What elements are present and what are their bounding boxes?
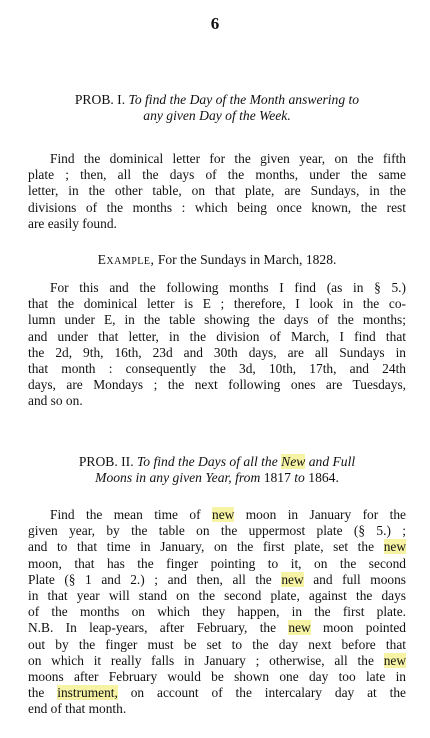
prob1-title-line1: To find the Day of the Month answering to [128, 92, 360, 107]
prob2-title-part: from [235, 470, 261, 485]
page-number: 6 [210, 14, 220, 33]
highlight-instrument: instrument, [57, 685, 118, 701]
prob2-title-new: New [281, 454, 306, 469]
prob2-line: and to that time in January, on the first plate, set the new [28, 539, 406, 555]
highlight-new: new [281, 571, 304, 587]
prob2-line: of the months on which they happen, in the first plate. [28, 604, 406, 620]
prob2-line: the instrument, on account of the intercalary day at the [28, 685, 406, 701]
prob1-line: Find the dominical letter for the given year, on the fifth [50, 151, 406, 166]
prob1-line: letter, in the other table, on that plate, are Sundays, in the [28, 183, 406, 199]
prob2-line: given year, by the table on the uppermost plate (§ 5.) ; [28, 523, 406, 539]
prob2-title-part: to [294, 470, 305, 485]
prob1-line: divisions of the months : which being once known, the rest [28, 199, 406, 215]
prob1-line: plate ; then, all the days of the months, under the same [28, 167, 406, 183]
example-label: Example, [97, 252, 155, 267]
example-heading [28, 252, 406, 268]
prob2-line: end of that month. [28, 701, 127, 717]
example-line: that the dominical letter is E ; therefore, I look in the co- [28, 296, 406, 312]
highlight-new: new [212, 507, 235, 522]
prob2-line: moons after February would be shown one day too late in [28, 669, 406, 685]
example-line: and under that letter, in the division of March, I find that [28, 328, 406, 344]
prob1-line: are easily found. [28, 215, 117, 231]
prob2-title-part: To find the Days of all the [137, 454, 278, 469]
prob2-title-part: and Full [308, 454, 356, 469]
example-line: For this and the following months I find (as in § 5.) [50, 280, 406, 295]
example-line: the 2d, 9th, 16th, 23d and 30th days, are all Sundays in [28, 344, 406, 360]
example-line: days, are Mondays ; the next following ones are Tuesdays, [28, 377, 406, 393]
prob1-heading [28, 92, 406, 124]
prob2-heading [28, 454, 406, 486]
highlight-new: new [383, 652, 406, 668]
prob2-title-year-start: 1817 [263, 470, 291, 485]
prob2-line: moon, that has the finger pointing to it, on the second [28, 555, 406, 571]
example-title: For the Sundays in March, 1828. [157, 252, 337, 267]
prob1-title-line2: any given Day of the Week. [143, 108, 291, 123]
example-line: lumn under E, in the table showing the days of the months; [28, 312, 406, 328]
highlight-new: new [288, 620, 311, 636]
prob2-line: out by the finger must be set to the day next before that [28, 636, 406, 652]
prob2-line: Find the mean time of new moon in January for the [50, 507, 406, 522]
prob2-label: PROB. II. [78, 454, 134, 469]
prob2-line: in that year will stand on the second plate, against the days [28, 588, 406, 604]
example-line: and so on. [28, 393, 83, 409]
example-line: that month : consequently the 3d, 10th, 17th, and 24th [28, 361, 406, 377]
example-paragraph [28, 280, 406, 410]
prob2-line: on which it really falls in January ; otherwise, all the new [28, 652, 406, 668]
prob2-line: Plate (§ 1 and 2.) ; and then, all the new and full moons [28, 571, 406, 587]
prob1-paragraph [28, 151, 406, 232]
highlight-new: new [383, 539, 406, 555]
prob2-line: N.B. In leap-years, after February, the new moon pointed [28, 620, 406, 636]
prob1-label: PROB. I. [74, 92, 126, 107]
prob2-paragraph [28, 507, 406, 718]
prob2-title-year-end: 1864. [308, 470, 339, 485]
prob2-title-part: Moons in any given Year, [95, 470, 232, 485]
